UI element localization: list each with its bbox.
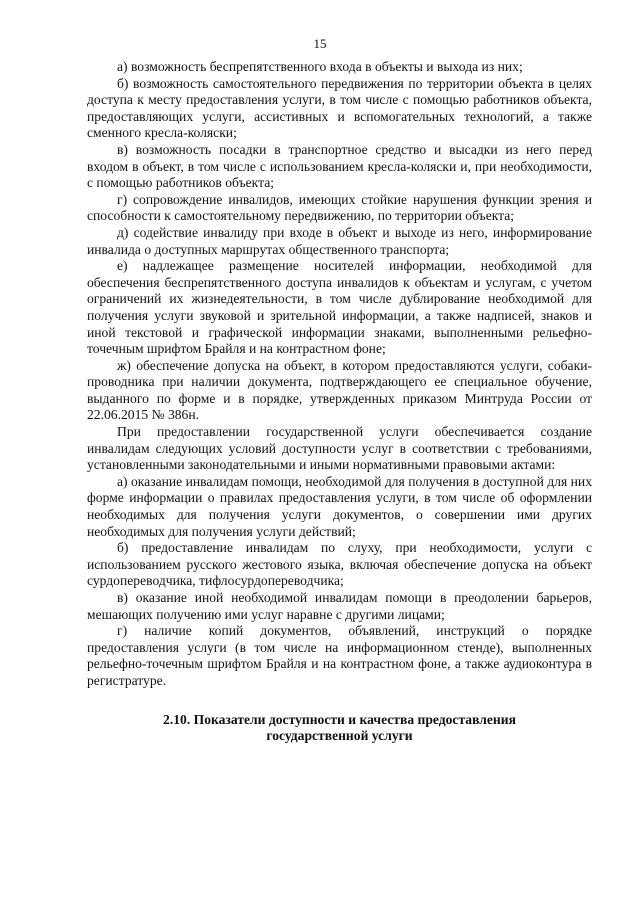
section-heading (87, 712, 592, 745)
paragraph-item-d: д) содействие инвалиду при входе в объект и выходе из него, информирование инвалида о доступных маршрутах общественного транспорта; (87, 224, 592, 257)
section-heading-line-1: 2.10. Показатели доступности и качества предоставления (163, 711, 516, 727)
paragraph-item-v: в) возможность посадки в транспортное средство и высадки из него перед входом в объект, в том числе с использованием кресла-коляски и, при необходимости, с помощью работников объекта; (87, 141, 592, 191)
paragraph-condition-b: б) предоставление инвалидам по слуху, при необходимости, услуги с использованием русского жестового языка, включая обеспечение допуска на объект сурдопереводчика, тифлосурдопереводчика; (87, 540, 592, 589)
paragraph-item-b: б) возможность самостоятельного передвижения по территории объекта в целях доступа к месту предоставления услуги, в том числе с помощью работников объекта, предоставляющих услуги, ассистивных и вспомогательных технологий, а также сменного кресла-коляски; (87, 75, 592, 141)
paragraph-conditions-intro: При предоставлении государственной услуги обеспечивается создание инвалидам следующих условий доступности услуг в соответствии с требованиями, установленными законодательными и иными нормативными правовыми актами: (87, 424, 592, 473)
paragraph-condition-v: в) оказание иной необходимой инвалидам помощи в преодолении барьеров, мешающих получению ими услуг наравне с другими лицами; (87, 590, 592, 622)
page-number: 15 (313, 36, 327, 51)
paragraph-item-a: а) возможность беспрепятственного входа в объекты и выхода из них; (117, 59, 523, 74)
document-body (87, 59, 592, 745)
paragraph-condition-a: а) оказание инвалидам помощи, необходимой для получения в доступной для них форме информации о правилах предоставления услуги, в том числе об оформлении необходимых для получения услуги документов, о совершении ими других необходимых для получения услуги действий; (87, 473, 592, 539)
paragraph-condition-g: г) наличие копий документов, объявлений, инструкций о порядке предоставления услуги (в том числе на информационном стенде), выполненных рельефно-точечным шрифтом Брайля и на контрастном фоне, а также аудиоконтура в регистратуре. (87, 623, 592, 688)
section-heading-line-2: государственной услуги (266, 728, 413, 744)
paragraph-item-g: г) сопровождение инвалидов, имеющих стойкие нарушения функции зрения и способности к самостоятельному передвижению, по территории объекта; (87, 191, 592, 224)
paragraph-item-e: е) надлежащее размещение носителей информации, необходимой для обеспечения беспрепятственного доступа инвалидов к объектам и услугам, с учетом ограничений их жизнедеятельности, в том числе дублирование необходимой для получения услуги звуковой и зрительной информации, а также надписей, знаков и иной текстовой и графической информации знаками, выполненными рельефно-точечным шрифтом Брайля и на контрастном фоне; (87, 258, 592, 357)
paragraph-item-zh: ж) обеспечение допуска на объект, в котором предоставляются услуги, собаки-проводника при наличии документа, подтверждающего ее специальное обучение, выданного по форме и в порядке, утвержденных приказом Минтруда России от 22.06.2015 № 386н. (87, 357, 592, 423)
